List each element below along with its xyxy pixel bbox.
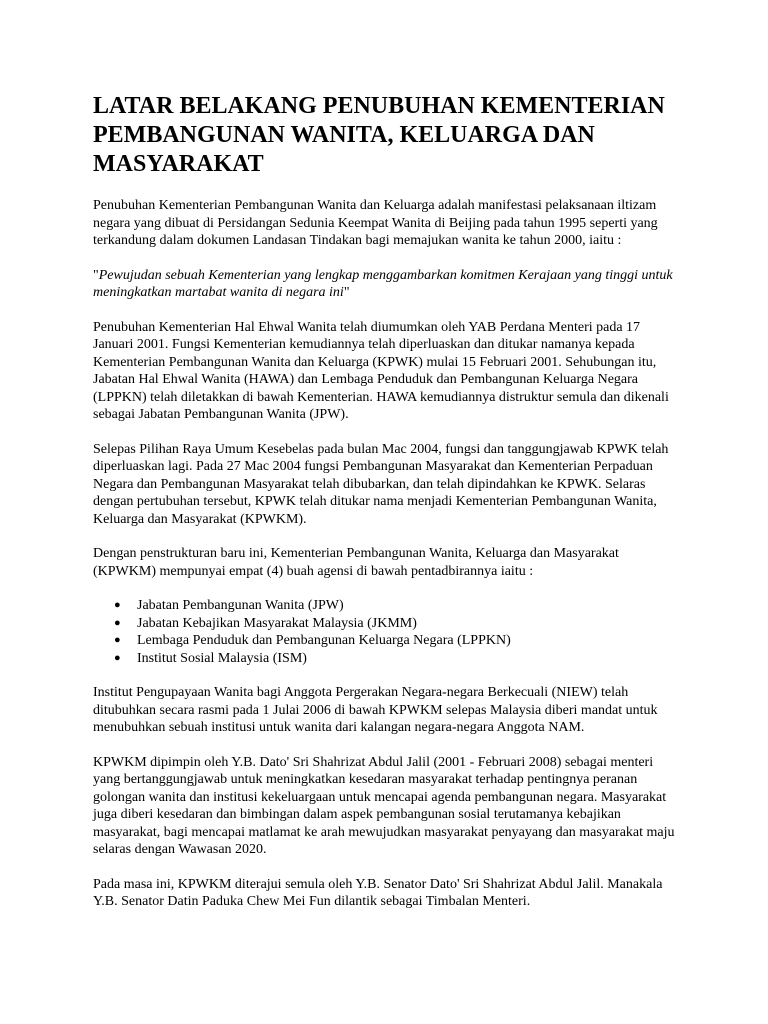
- paragraph-restructuring: Dengan penstrukturan baru ini, Kementerian Pembangunan Wanita, Keluarga dan Masyarakat (KPWKM) mempunyai empat (4) buah agensi di bawah pentadbirannya iaitu :: [93, 546, 619, 579]
- list-item-label: Lembaga Penduduk dan Pembangunan Keluarga Negara (LPPKN): [137, 633, 511, 648]
- quotation: [93, 267, 683, 302]
- list-item: [114, 650, 683, 668]
- list-item-label: Jabatan Pembangunan Wanita (JPW): [137, 598, 344, 613]
- list-item-label: Jabatan Kebajikan Masyarakat Malaysia (JKMM): [137, 615, 417, 631]
- list-item: [114, 632, 683, 650]
- paragraph-current: Pada masa ini, KPWKM diterajui semula oleh Y.B. Senator Dato' Sri Shahrizat Abdul Jalil. Manakala Y.B. Senator Datin Paduka Chew Mei Fun dilantik sebagai Timbalan Menteri.: [93, 876, 663, 909]
- quote-close-mark: ": [343, 285, 350, 300]
- paragraph-expansion: Selepas Pilihan Raya Umum Kesebelas pada bulan Mac 2004, fungsi dan tanggungjawab KPWK telah diperluaskan lagi. Pada 27 Mac 2004 fungsi Pembangunan Masyarakat dan Kementerian Perpaduan Negara dan Pembangunan Masyarakat telah dibubarkan, dan telah dipindahkan ke KPWK. Selaras dengan pertubuhan tersebut, KPWK telah ditukar nama menjadi Kementerian Pembangunan Wanita, Keluarga dan Masyarakat (KPWKM).: [93, 441, 669, 527]
- agency-list: [93, 597, 683, 667]
- document-page: [93, 92, 683, 928]
- document-title: LATAR BELAKANG PENUBUHAN KEMENTERIAN PEMBANGUNAN WANITA, KELUARGA DAN MASYARAKAT: [93, 93, 665, 177]
- list-item: [114, 597, 683, 615]
- bullet-icon: ●: [114, 616, 121, 629]
- paragraph-intro: Penubuhan Kementerian Pembangunan Wanita dan Keluarga adalah manifestasi pelaksanaan iltizam negara yang dibuat di Persidangan Sedunia Keempat Wanita di Beijing pada tahun 1995 seperti yang terkandung dalam dokumen Landasan Tindakan bagi memajukan wanita ke tahun 2000, iaitu :: [93, 198, 658, 248]
- bullet-icon: ●: [114, 599, 121, 611]
- bullet-icon: ●: [114, 634, 121, 646]
- list-item-label: Institut Sosial Malaysia (ISM): [137, 650, 307, 666]
- quote-text: Pewujudan sebuah Kementerian yang lengkap menggambarkan komitmen Kerajaan yang tinggi untuk meningkatkan martabat wanita di negara ini: [93, 267, 673, 300]
- quote-open-mark: ": [93, 267, 99, 283]
- paragraph-niew: Institut Pengupayaan Wanita bagi Anggota Pergerakan Negara-negara Berkecuali (NIEW) telah ditubuhkan secara rasmi pada 1 Julai 2006 di bawah KPWKM selepas Malaysia diberi mandat untuk menubuhkan sebuah institusi untuk wanita dari kalangan negara-negara Anggota NAM.: [93, 685, 658, 735]
- paragraph-establishment: Penubuhan Kementerian Hal Ehwal Wanita telah diumumkan oleh YAB Perdana Menteri pada 17 Januari 2001. Fungsi Kementerian kemudiannya telah diperluaskan dan ditukar namanya kepada Kementerian Pembangunan Wanita dan Keluarga (KPWK) mulai 15 Februari 2001. Sehubungan itu, Jabatan Hal Ehwal Wanita (HAWA) dan Lembaga Penduduk dan Pembangunan Keluarga Negara (LPPKN) telah diletakkan di bawah Kementerian. HAWA kemudiannya distruktur semula dan dikenali sebagai Jabatan Pembangunan Wanita (JPW).: [93, 319, 669, 422]
- paragraph-leadership: KPWKM dipimpin oleh Y.B. Dato' Sri Shahrizat Abdul Jalil (2001 - Februari 2008) sebagai menteri yang bertanggungjawab untuk meningkatkan kesedaran masyarakat terhadap pentingnya peranan golongan wanita dan institusi kekeluargaan untuk mencapai agenda pembangunan negara. Masyarakat juga diberi kesedaran dan bimbingan dalam aspek pembangunan sosial terutamanya kebajikan masyarakat, bagi mencapai matlamat ke arah mewujudkan masyarakat penyayang dan masyarakat maju selaras dengan Wawasan 2020.: [93, 754, 675, 857]
- bullet-icon: ●: [114, 651, 121, 664]
- list-item: [114, 615, 683, 633]
